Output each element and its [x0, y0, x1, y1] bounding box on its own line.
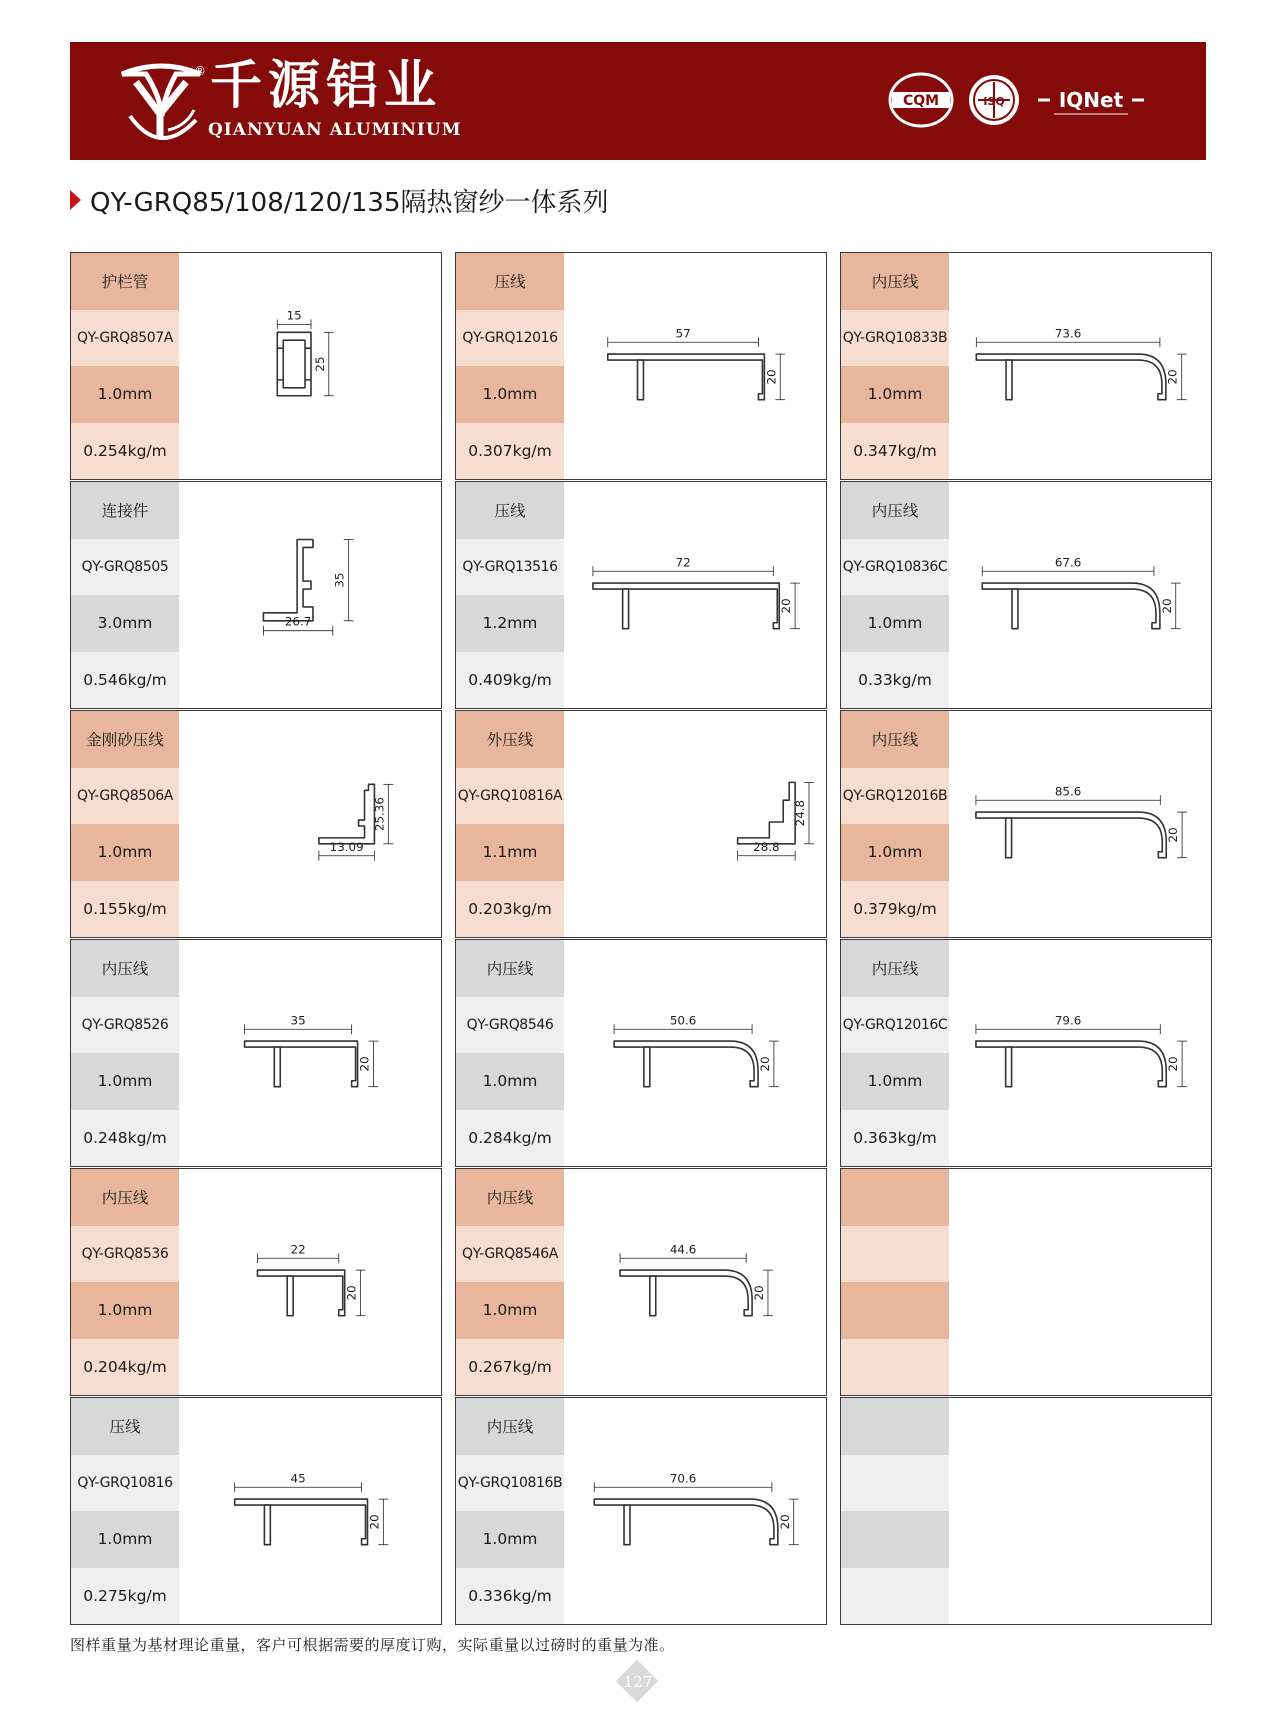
product-card	[455, 939, 827, 1167]
product-code: QY-GRQ13516	[456, 539, 564, 596]
brand-name-english: QIANYUAN ALUMINIUM	[208, 120, 462, 140]
profile-section	[608, 354, 765, 400]
product-name: 内压线	[841, 482, 949, 539]
profile-drawing	[564, 253, 826, 479]
product-thickness: 1.0mm	[841, 824, 949, 881]
svg-text:CQM: CQM	[902, 93, 940, 109]
profile-section	[319, 784, 375, 843]
product-spec-column	[456, 253, 564, 479]
product-thickness: 1.0mm	[456, 1282, 564, 1339]
product-name: 外压线	[456, 711, 564, 768]
product-code	[841, 1226, 949, 1283]
profile-section	[1006, 818, 1012, 858]
profile-section	[594, 1499, 778, 1545]
product-card	[70, 252, 442, 480]
width-dimension-label: 13.09	[329, 839, 364, 854]
empty-product-card	[840, 1168, 1212, 1396]
product-name: 压线	[456, 253, 564, 310]
product-code: QY-GRQ10816B	[456, 1455, 564, 1512]
width-dimension-label: 45	[290, 1471, 306, 1486]
product-spec-column	[71, 482, 179, 708]
product-name: 内压线	[71, 940, 179, 997]
profile-drawing	[179, 940, 441, 1166]
product-spec-column	[456, 1169, 564, 1395]
product-spec-column	[71, 711, 179, 937]
profile-section	[593, 583, 779, 629]
profile-section	[650, 1276, 656, 1316]
product-card	[840, 939, 1212, 1167]
profile-drawing	[179, 253, 441, 479]
height-dimension-label: 20	[1159, 598, 1174, 614]
profile-section	[263, 539, 313, 620]
profile-drawing	[949, 1169, 1211, 1395]
profile-drawing	[179, 711, 441, 937]
product-thickness: 1.0mm	[841, 366, 949, 423]
product-code: QY-GRQ10836C	[841, 539, 949, 596]
product-weight: 0.203kg/m	[456, 881, 564, 938]
product-card	[455, 481, 827, 709]
product-code	[841, 1455, 949, 1512]
profile-section	[287, 1276, 293, 1316]
width-dimension-label: 26.7	[284, 614, 312, 629]
profile-drawing	[949, 482, 1211, 708]
product-thickness: 1.0mm	[71, 824, 179, 881]
product-card	[455, 1168, 827, 1396]
product-code: QY-GRQ8506A	[71, 768, 179, 825]
product-thickness: 1.1mm	[456, 824, 564, 881]
product-weight: 0.379kg/m	[841, 881, 949, 938]
profile-section	[624, 1505, 630, 1545]
page-header	[70, 42, 1206, 160]
product-grid	[70, 252, 1208, 1622]
product-spec-column	[841, 940, 949, 1166]
product-card	[455, 252, 827, 480]
profile-section	[1006, 1047, 1012, 1087]
profile-drawing	[179, 482, 441, 708]
profile-drawing	[179, 1169, 441, 1395]
product-code: QY-GRQ8526	[71, 997, 179, 1054]
height-dimension-label: 20	[777, 1514, 792, 1530]
product-weight	[841, 1339, 949, 1396]
product-card	[70, 710, 442, 938]
height-dimension-label: 20	[764, 369, 779, 385]
product-name: 内压线	[71, 1169, 179, 1226]
product-weight: 0.336kg/m	[456, 1568, 564, 1625]
iqnet-cert-icon	[1036, 72, 1146, 128]
height-dimension-label: 35	[332, 572, 347, 588]
product-thickness: 1.0mm	[841, 1053, 949, 1110]
product-spec-column	[841, 1169, 949, 1395]
product-spec-column	[456, 1398, 564, 1624]
product-thickness	[841, 1511, 949, 1568]
height-dimension-label: 24.8	[793, 799, 808, 827]
profile-drawing	[949, 711, 1211, 937]
width-dimension-label: 15	[286, 308, 302, 323]
height-dimension-label: 20	[344, 1285, 359, 1301]
page-title: QY-GRQ85/108/120/135隔热窗纱一体系列	[90, 188, 609, 218]
height-dimension-label: 20	[1165, 369, 1180, 385]
height-dimension-label: 20	[751, 1285, 766, 1301]
profile-drawing	[564, 1169, 826, 1395]
svg-text:ISQ: ISQ	[983, 95, 1005, 108]
product-code: QY-GRQ8536	[71, 1226, 179, 1283]
product-weight: 0.307kg/m	[456, 423, 564, 480]
product-name: 内压线	[841, 253, 949, 310]
width-dimension-label: 67.6	[1054, 555, 1082, 570]
width-dimension-label: 50.6	[669, 1013, 697, 1028]
product-code: QY-GRQ10816A	[456, 768, 564, 825]
product-card	[455, 1397, 827, 1625]
height-dimension-label: 20	[1166, 827, 1181, 843]
height-dimension-label: 20	[1166, 1056, 1181, 1072]
product-thickness: 1.0mm	[71, 1282, 179, 1339]
width-dimension-label: 70.6	[669, 1471, 697, 1486]
profile-drawing	[564, 482, 826, 708]
product-thickness: 3.0mm	[71, 595, 179, 652]
profile-section	[1006, 360, 1012, 400]
product-card	[70, 1397, 442, 1625]
product-name: 压线	[456, 482, 564, 539]
page-number-badge	[616, 1660, 660, 1704]
width-dimension-label: 22	[290, 1242, 306, 1257]
product-spec-column	[456, 711, 564, 937]
width-dimension-label: 28.8	[753, 839, 780, 854]
product-card	[70, 939, 442, 1167]
product-code: QY-GRQ8505	[71, 539, 179, 596]
empty-product-card	[840, 1397, 1212, 1625]
product-name: 内压线	[841, 711, 949, 768]
profile-section	[614, 1041, 758, 1087]
product-weight: 0.275kg/m	[71, 1568, 179, 1625]
product-code: QY-GRQ12016C	[841, 997, 949, 1054]
profile-section	[245, 1041, 358, 1087]
product-weight: 0.347kg/m	[841, 423, 949, 480]
product-spec-column	[841, 711, 949, 937]
profile-section	[623, 589, 629, 629]
product-card	[455, 710, 827, 938]
product-spec-column	[841, 482, 949, 708]
product-spec-column	[841, 1398, 949, 1624]
product-card	[840, 481, 1212, 709]
profile-drawing	[564, 1398, 826, 1624]
height-dimension-label: 20	[757, 1056, 772, 1072]
height-dimension-label: 20	[357, 1056, 372, 1072]
product-card	[70, 481, 442, 709]
cqm-cert-icon	[888, 72, 954, 128]
product-spec-column	[71, 940, 179, 1166]
product-code: QY-GRQ8546	[456, 997, 564, 1054]
product-weight: 0.546kg/m	[71, 652, 179, 709]
title-arrow-icon	[70, 190, 81, 210]
page-number: 127	[623, 1673, 653, 1691]
profile-drawing	[564, 940, 826, 1166]
product-name: 内压线	[456, 940, 564, 997]
profile-section	[277, 332, 311, 395]
height-dimension-label: 20	[779, 598, 794, 614]
product-spec-column	[71, 1398, 179, 1624]
svg-text:IQNet: IQNet	[1058, 88, 1124, 112]
profile-section	[644, 1047, 650, 1087]
registered-mark: ®	[194, 64, 206, 78]
product-thickness: 1.0mm	[456, 1511, 564, 1568]
product-spec-column	[71, 1169, 179, 1395]
product-weight: 0.267kg/m	[456, 1339, 564, 1396]
product-name: 金刚砂压线	[71, 711, 179, 768]
product-weight: 0.204kg/m	[71, 1339, 179, 1396]
profile-section	[976, 1041, 1166, 1087]
product-weight: 0.33kg/m	[841, 652, 949, 709]
product-code: QY-GRQ8507A	[71, 310, 179, 367]
product-thickness	[841, 1282, 949, 1339]
product-thickness: 1.0mm	[841, 595, 949, 652]
height-dimension-label: 20	[367, 1514, 382, 1530]
product-spec-column	[841, 253, 949, 479]
width-dimension-label: 85.6	[1054, 784, 1082, 799]
product-name: 内压线	[456, 1169, 564, 1226]
profile-section	[1012, 589, 1018, 629]
product-code: QY-GRQ12016	[456, 310, 564, 367]
profile-section	[235, 1499, 368, 1545]
product-thickness: 1.0mm	[71, 366, 179, 423]
product-weight: 0.409kg/m	[456, 652, 564, 709]
profile-section	[738, 782, 795, 843]
product-code: QY-GRQ8546A	[456, 1226, 564, 1283]
product-weight	[841, 1568, 949, 1625]
width-dimension-label: 44.6	[669, 1242, 697, 1257]
product-spec-column	[456, 940, 564, 1166]
width-dimension-label: 35	[290, 1013, 306, 1028]
profile-drawing	[564, 711, 826, 937]
profile-section	[264, 1505, 270, 1545]
height-dimension-label: 25	[312, 356, 327, 372]
footer-note: 图样重量为基材理论重量，客户可根据需要的厚度订购，实际重量以过磅时的重量为准。	[70, 1636, 675, 1654]
product-name	[841, 1398, 949, 1455]
profile-section	[638, 360, 644, 400]
product-weight: 0.155kg/m	[71, 881, 179, 938]
product-thickness: 1.0mm	[456, 1053, 564, 1110]
product-name: 压线	[71, 1398, 179, 1455]
profile-drawing	[179, 1398, 441, 1624]
profile-section	[620, 1270, 752, 1316]
product-name	[841, 1169, 949, 1226]
product-name: 内压线	[841, 940, 949, 997]
product-name: 护栏管	[71, 253, 179, 310]
product-thickness: 1.2mm	[456, 595, 564, 652]
qianyuan-logo-icon	[116, 60, 206, 152]
height-dimension-label: 25.36	[372, 797, 387, 832]
product-card	[840, 710, 1212, 938]
profile-drawing	[949, 940, 1211, 1166]
width-dimension-label: 57	[675, 326, 691, 341]
product-name: 连接件	[71, 482, 179, 539]
profile-drawing	[949, 253, 1211, 479]
brand-name-chinese: 千源铝业	[210, 56, 443, 116]
product-thickness: 1.0mm	[456, 366, 564, 423]
product-weight: 0.248kg/m	[71, 1110, 179, 1167]
product-spec-column	[71, 253, 179, 479]
product-card	[840, 252, 1212, 480]
product-card	[70, 1168, 442, 1396]
product-thickness: 1.0mm	[71, 1511, 179, 1568]
profile-section	[257, 1270, 344, 1316]
product-weight: 0.363kg/m	[841, 1110, 949, 1167]
product-code: QY-GRQ10833B	[841, 310, 949, 367]
width-dimension-label: 73.6	[1054, 326, 1082, 341]
product-weight: 0.284kg/m	[456, 1110, 564, 1167]
width-dimension-label: 72	[675, 555, 691, 570]
profile-section	[982, 583, 1160, 629]
profile-section	[976, 812, 1166, 858]
product-name: 内压线	[456, 1398, 564, 1455]
profile-section	[976, 354, 1166, 400]
product-code: QY-GRQ12016B	[841, 768, 949, 825]
profile-section	[274, 1047, 280, 1087]
product-weight: 0.254kg/m	[71, 423, 179, 480]
width-dimension-label: 79.6	[1054, 1013, 1082, 1028]
product-thickness: 1.0mm	[71, 1053, 179, 1110]
product-spec-column	[456, 482, 564, 708]
product-code: QY-GRQ10816	[71, 1455, 179, 1512]
profile-drawing	[949, 1398, 1211, 1624]
isq-cert-icon	[966, 72, 1022, 128]
